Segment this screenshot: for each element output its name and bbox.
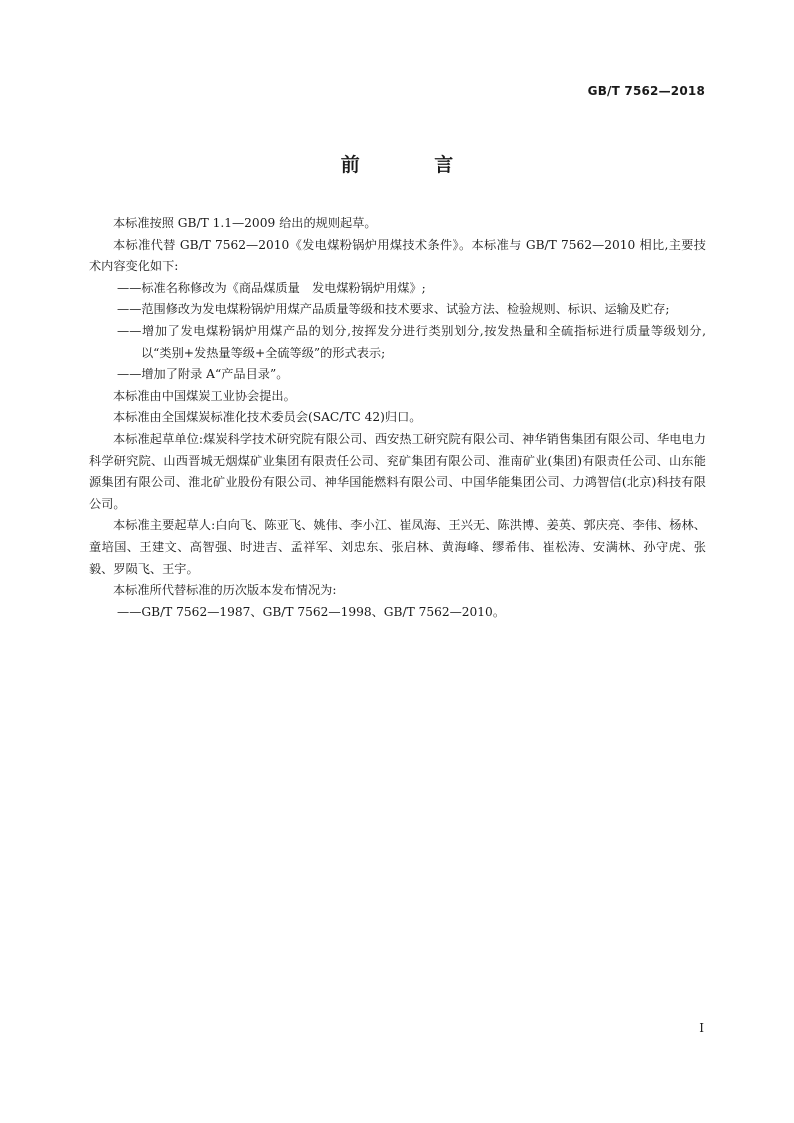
paragraph-version-history: 本标准所代替标准的历次版本发布情况为: [113,583,337,598]
page-number: I [699,1021,704,1035]
change-item-scope: ——范围修改为发电煤粉锅炉用煤产品质量等级和技术要求、试验方法、检验规则、标识、运输及贮存; [117,302,670,317]
version-history-list: ——GB/T 7562—1987、GB/T 7562—1998、GB/T 7562—2010。 [117,604,506,619]
paragraph-technical-committee: 本标准由全国煤炭标准化技术委员会(SAC/TC 42)归口。 [113,410,422,425]
paragraph-replacement: 本标准代替 GB/T 7562—2010《发电煤粉锅炉用煤技术条件》。本标准与 GB/T 7562—2010 相比,主要技术内容变化如下: [89,237,706,274]
standard-code: GB/T 7562—2018 [587,84,705,98]
paragraph-drafting-units: 本标准起草单位:煤炭科学技术研究院有限公司、西安热工研究院有限公司、神华销售集团有限公司、华电电力科学研究院、山西晋城无烟煤矿业集团有限责任公司、兖矿集团有限公司、淮南矿业(集团)有限责任公司、山东能源集团有限公司、淮北矿业股份有限公司、神华国能燃料有限公司、中国华能集团公司、力鸿智信(北京)科技有限公司。 [89,431,706,511]
paragraph-drafters: 本标准主要起草人:白向飞、陈亚飞、姚伟、李小江、崔凤海、王兴无、陈洪博、姜英、郭庆亮、李伟、杨林、童培国、王建文、高智强、时进吉、孟祥军、刘忠东、张启林、黄海峰、缪希伟、崔松涛、安满林、孙守虎、张毅、罗陨飞、王宇。 [89,518,706,576]
paragraph-proposer: 本标准由中国煤炭工业协会提出。 [113,388,296,403]
change-item-appendix: ——增加了附录 A“产品目录”。 [117,367,289,382]
page-title: 前 言 [340,154,488,176]
document-body [89,213,706,623]
paragraph-drafting-rules: 本标准按照 GB/T 1.1—2009 给出的规则起草。 [113,216,377,230]
change-item-classification: ——增加了发电煤粉锅炉用煤产品的划分,按挥发分进行类别划分,按发热量和全硫指标进行质量等级划分,以“类别+发热量等级+全硫等级”的形式表示; [117,323,706,360]
change-item-name: ——标准名称修改为《商品煤质量 发电煤粉锅炉用煤》; [117,280,426,295]
